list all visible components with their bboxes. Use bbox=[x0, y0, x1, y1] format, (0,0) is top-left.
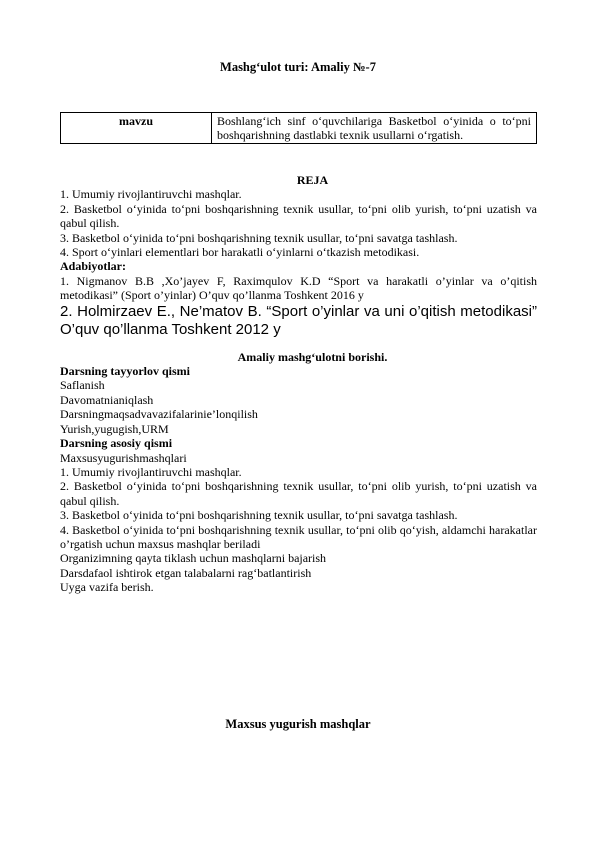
literature-item: 1. Nigmanov B.B ,Xo’jayev F, Raximqulov K.D “Sport va harakatli o’yinlar va o’qitish metodikasi” (Sport o’yinlar) O’quv qo’llanma Toshkent 2016 y bbox=[60, 273, 537, 303]
literature-heading: Adabiyotlar: bbox=[60, 259, 126, 274]
prep-item: Davomatnianiqlash bbox=[60, 392, 154, 407]
main-item: Maxsusyugurishmashqlari bbox=[60, 450, 187, 465]
plan-item: 3. Basketbol o‘yinida to‘pni boshqarishning texnik usullar, to‘pni savatga tashlash. bbox=[60, 230, 458, 245]
topic-label: mavzu bbox=[61, 113, 212, 144]
main-item: 4. Basketbol o‘yinida to‘pni boshqarishning texnik usullar, to‘pni olib qo‘yish, aldamchi harakatlar o’rgatish uchun maxsus mashqlar beriladi bbox=[60, 522, 537, 551]
plan-heading: REJA bbox=[296, 173, 329, 187]
main-item: Organizimning qayta tiklash uchun mashqlarni bajarish bbox=[60, 551, 327, 566]
plan-section bbox=[60, 173, 537, 595]
prep-item: Saflanish bbox=[60, 378, 105, 393]
main-item: 1. Umumiy rivojlantiruvchi mashqlar. bbox=[60, 464, 242, 479]
plan-item: 2. Basketbol o‘yinida to‘pni boshqarishning texnik usullar, to‘pni olib yurish, to‘pni uzatish va qabul qilish. bbox=[60, 201, 537, 231]
main-item: 3. Basketbol o‘yinida to‘pni boshqarishning texnik usullar, to‘pni savatga tashlash. bbox=[60, 508, 458, 523]
lesson-heading: Amaliy mashg‘ulotni borishi. bbox=[237, 349, 388, 364]
main-heading: Darsning asosiy qismi bbox=[60, 436, 173, 451]
plan-item: 4. Sport o‘yinlari elementlari bor harakatli o‘yinlarni o‘tkazish metodikasi. bbox=[60, 245, 420, 260]
prep-heading: Darsning tayyorlov qismi bbox=[60, 364, 191, 379]
main-item: Darsdafaol ishtirok etgan talabalarni rag‘batlantirish bbox=[60, 565, 312, 580]
prep-item: Yurish,yugugish,URM bbox=[60, 421, 169, 436]
prep-item: Darsningmaqsadvavazifalarinie’lonqilish bbox=[60, 407, 258, 422]
page-title: Mashg‘ulot turi: Amaliy №-7 bbox=[220, 60, 376, 74]
topic-row bbox=[61, 113, 537, 144]
literature-item: 2. Holmirzaev E., Ne’matov B. “Sport o’yinlar va uni o’qitish metodikasi” O’quv qo’llanma Toshkent 2012 y bbox=[60, 302, 537, 339]
main-item: Uyga vazifa berish. bbox=[60, 580, 154, 595]
main-item: 2. Basketbol o‘yinida to‘pni boshqarishning texnik usullar, to‘pni olib yurish, to‘pni uzatish va qabul qilish. bbox=[60, 479, 537, 508]
topic-value: Boshlang‘ich sinf o‘quvchilariga Basketbol o‘yinida o to‘pni boshqarishning dastlabki texnik usullarni o‘rgatish. bbox=[212, 113, 537, 144]
topic-table bbox=[60, 112, 537, 144]
section-heading: Maxsus yugurish mashqlar bbox=[225, 717, 371, 731]
plan-item: 1. Umumiy rivojlantiruvchi mashqlar. bbox=[60, 187, 242, 202]
